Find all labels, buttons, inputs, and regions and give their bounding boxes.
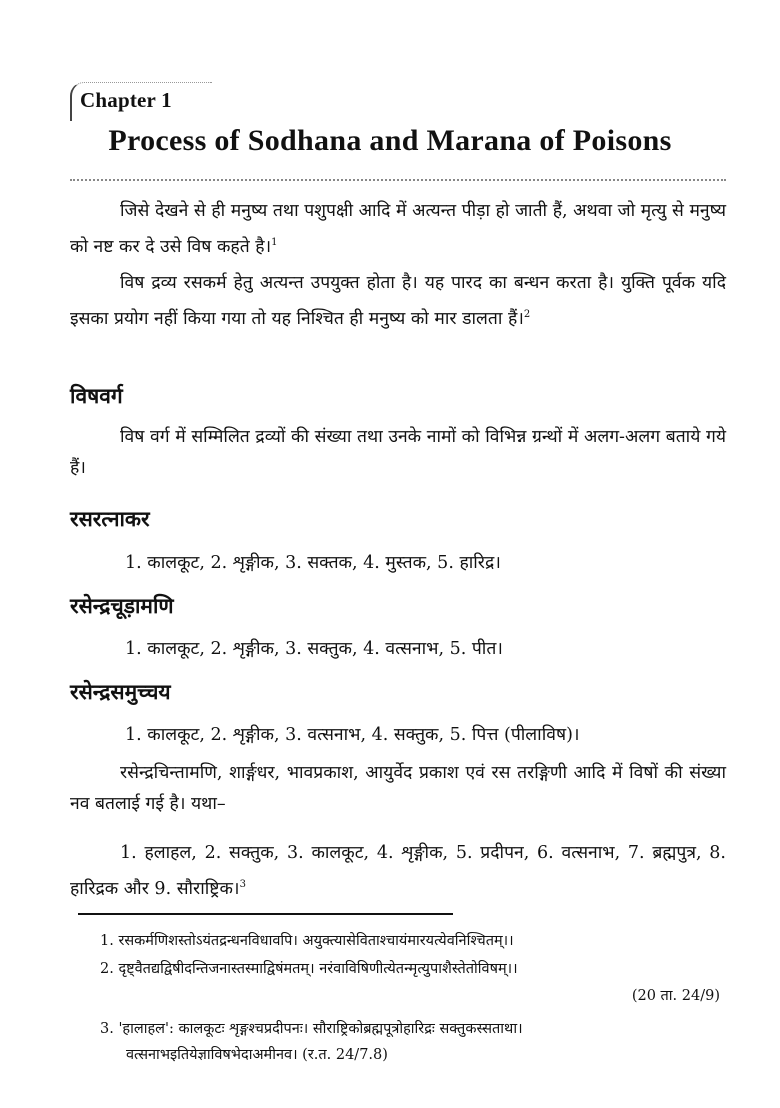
paragraph-2: [70, 268, 726, 335]
list-rasendrachudamani: 1. कालकूट, 2. शृङ्गीक, 3. सक्तुक, 4. वत्सनाभ, 5. पीत।: [125, 639, 503, 659]
footnote-2: 2. दृष्ट्वैतद्यद्विषीदन्तिजनास्तस्माद्विषंमतम्। नरंवाविषिणीत्येतन्मृत्युपाशैस्तेतोविषम्।।: [100, 961, 518, 977]
footnote-divider: [78, 913, 453, 915]
footnote-2-reference: (20 ता. 24/9): [631, 988, 720, 1004]
paragraph-1-text: जिसे देखने से ही मनुष्य तथा पशुपक्षी आदि में अत्यन्त पीड़ा हो जाती हैं, अथवा जो मृत्यु से मनुष्य को नष्ट कर दे उसे विष कहते है।: [70, 201, 726, 257]
footnote-ref-1: 1: [271, 237, 278, 248]
paragraph-1: [70, 196, 726, 263]
heading-vishavarga: विषवर्ग: [70, 383, 123, 408]
heading-rasaratnakar: रसरत्नाकर: [70, 506, 150, 531]
title-divider: [70, 179, 726, 181]
chapter-title: Process of Sodhana and Marana of Poisons: [108, 124, 672, 157]
footnote-ref-3: 3: [239, 879, 246, 890]
heading-rasendrasamuchchaya: रसेन्द्रसमुच्चय: [70, 679, 171, 704]
list-rasaratnakar: 1. कालकूट, 2. शृङ्गीक, 3. सक्तक, 4. मुस्तक, 5. हारिद्र।: [125, 553, 501, 573]
chapter-label: Chapter 1: [80, 88, 172, 112]
footnote-3-line-1: 3. 'हालाहल': कालकूटः शृङ्गश्चप्रदीपनः। सौराष्ट्रिकोब्रह्मपूत्रोहारिद्रः सक्तुकस्सताथा।: [100, 1021, 523, 1037]
footnote-3-line-2: वत्सनाभइतियेज्ञाविषभेदाअमीनव। (र.त. 24/7.8): [126, 1047, 388, 1063]
paragraph-4: रसेन्द्रचिन्तामणि, शार्ङ्गधर, भावप्रकाश, आयुर्वेद प्रकाश एवं रस तरङ्गिणी आदि में विषों की संख्या नव बतलाई गई है। यथा–: [70, 763, 726, 814]
paragraph-5-text: 1. हलाहल, 2. सक्तुक, 3. कालकूट, 4. शृङ्गीक, 5. प्रदीपन, 6. वत्सनाभ, 7. ब्रह्मपुत्र, 8. हारिद्रक और 9. सौराष्ट्रिक।: [70, 843, 726, 899]
heading-rasendrachudamani: रसेन्द्रचूड़ामणि: [70, 593, 174, 618]
footnote-ref-2: 2: [523, 309, 531, 320]
paragraph-3: विष वर्ग में सम्मिलित द्रव्यों की संख्या तथा उनके नामों को विभिन्न ग्रन्थों में अलग-अलग बताये गये हैं।: [70, 427, 726, 478]
paragraph-5: [70, 838, 726, 905]
paragraph-2-text: विष द्रव्य रसकर्म हेतु अत्यन्त उपयुक्त होता है। यह पारद का बन्धन करता है। युक्ति पूर्वक यदि इसका प्रयोग नहीं किया गया तो यह निश्चित ही मनुष्य को मार डालता हैं।: [70, 273, 726, 329]
footnote-1: 1. रसकर्मणिशस्तोऽयंतद्रन्धनविधावपि। अयुक्त्यासेविताश्चायंमारयत्येवनिश्चितम्।।: [100, 933, 514, 949]
list-rasendrasamuchchaya: 1. कालकूट, 2. शृङ्गीक, 3. वत्सनाभ, 4. सक्तुक, 5. पित्त (पीलाविष)।: [125, 725, 580, 745]
